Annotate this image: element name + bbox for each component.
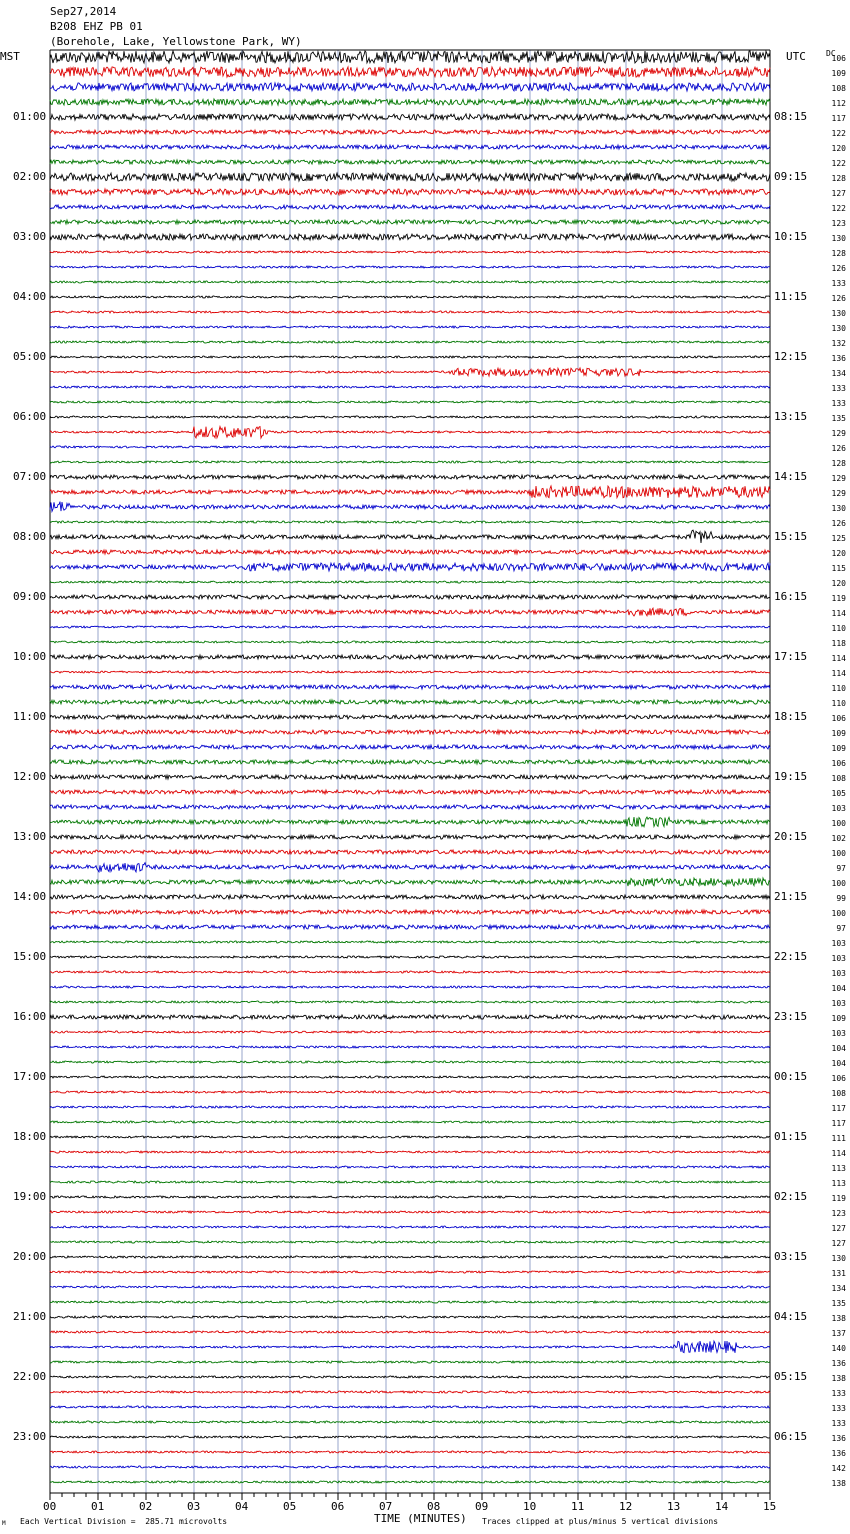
left-hour-label: 23:00 [13, 1430, 47, 1443]
left-hour-label: 19:00 [13, 1190, 47, 1203]
dc-offset-label: 103 [831, 954, 846, 963]
dc-offset-label: 108 [831, 84, 846, 93]
right-hour-label: 22:15 [774, 950, 808, 963]
dc-offset-label: 117 [831, 1119, 846, 1128]
right-hour-label: 13:15 [774, 410, 808, 423]
dc-offset-header: DC [826, 49, 836, 58]
left-hour-label: 10:00 [13, 650, 47, 663]
dc-offset-label: 99 [836, 894, 846, 903]
x-tick-label: 00 [43, 1500, 57, 1513]
dc-offset-label: 126 [831, 444, 846, 453]
left-hour-label: 01:00 [13, 110, 47, 123]
left-timezone-label: MST [0, 50, 20, 63]
left-hour-label: 14:00 [13, 890, 47, 903]
chart-title-station: B208 EHZ PB 01 [50, 20, 143, 33]
dc-offset-label: 103 [831, 969, 846, 978]
dc-offset-label: 142 [831, 1464, 846, 1473]
x-tick-label: 08 [427, 1500, 441, 1513]
left-hour-label: 03:00 [13, 230, 47, 243]
left-hour-label: 09:00 [13, 590, 47, 603]
right-hour-label: 12:15 [774, 350, 808, 363]
dc-offset-label: 122 [831, 129, 846, 138]
x-tick-label: 05 [283, 1500, 297, 1513]
dc-offset-label: 130 [831, 309, 846, 318]
right-hour-label: 08:15 [774, 110, 808, 123]
right-hour-label: 10:15 [774, 230, 808, 243]
dc-offset-label: 113 [831, 1164, 846, 1173]
chart-title-date: Sep27,2014 [50, 5, 117, 18]
dc-offset-label: 109 [831, 744, 846, 753]
dc-offset-label: 130 [831, 1254, 846, 1263]
dc-offset-label: 100 [831, 849, 846, 858]
left-hour-label: 08:00 [13, 530, 47, 543]
dc-offset-label: 136 [831, 1434, 846, 1443]
right-hour-label: 03:15 [774, 1250, 808, 1263]
dc-offset-label: 131 [831, 1269, 846, 1278]
dc-offset-label: 110 [831, 684, 846, 693]
dc-offset-label: 137 [831, 1329, 846, 1338]
dc-offset-label: 109 [831, 69, 846, 78]
dc-offset-label: 103 [831, 999, 846, 1008]
dc-offset-label: 119 [831, 1194, 846, 1203]
right-hour-label: 16:15 [774, 590, 808, 603]
dc-offset-label: 114 [831, 654, 846, 663]
dc-offset-label: 133 [831, 399, 846, 408]
left-hour-label: 07:00 [13, 470, 47, 483]
dc-offset-label: 130 [831, 234, 846, 243]
dc-offset-label: 97 [836, 864, 846, 873]
x-tick-label: 07 [379, 1500, 393, 1513]
x-tick-label: 10 [523, 1500, 537, 1513]
dc-offset-label: 125 [831, 534, 846, 543]
right-hour-label: 09:15 [774, 170, 808, 183]
left-hour-label: 13:00 [13, 830, 47, 843]
dc-offset-label: 134 [831, 369, 846, 378]
dc-offset-label: 110 [831, 699, 846, 708]
right-hour-label: 02:15 [774, 1190, 808, 1203]
dc-offset-label: 102 [831, 834, 846, 843]
dc-offset-label: 127 [831, 1239, 846, 1248]
dc-offset-label: 138 [831, 1314, 846, 1323]
x-tick-label: 02 [139, 1500, 153, 1513]
dc-offset-label: 100 [831, 909, 846, 918]
right-hour-label: 19:15 [774, 770, 808, 783]
right-hour-label: 23:15 [774, 1010, 808, 1023]
right-hour-label: 17:15 [774, 650, 808, 663]
dc-offset-label: 138 [831, 1479, 846, 1488]
dc-offset-label: 120 [831, 549, 846, 558]
right-hour-label: 00:15 [774, 1070, 808, 1083]
left-hour-label: 18:00 [13, 1130, 47, 1143]
left-hour-label: 15:00 [13, 950, 47, 963]
left-hour-label: 16:00 [13, 1010, 47, 1023]
dc-offset-label: 117 [831, 114, 846, 123]
dc-offset-label: 104 [831, 1044, 846, 1053]
dc-offset-label: 123 [831, 219, 846, 228]
x-tick-label: 09 [475, 1500, 489, 1513]
x-tick-label: 03 [187, 1500, 201, 1513]
dc-offset-label: 111 [831, 1134, 846, 1143]
dc-offset-label: 133 [831, 384, 846, 393]
dc-offset-label: 113 [831, 1179, 846, 1188]
dc-offset-label: 130 [831, 324, 846, 333]
dc-offset-label: 106 [831, 714, 846, 723]
x-tick-label: 06 [331, 1500, 345, 1513]
dc-offset-label: 128 [831, 174, 846, 183]
left-hour-label: 11:00 [13, 710, 47, 723]
x-tick-label: 11 [571, 1500, 585, 1513]
dc-offset-label: 114 [831, 1149, 846, 1158]
right-hour-label: 18:15 [774, 710, 808, 723]
right-hour-label: 04:15 [774, 1310, 808, 1323]
dc-offset-label: 103 [831, 804, 846, 813]
left-hour-label: 05:00 [13, 350, 47, 363]
dc-offset-label: 108 [831, 774, 846, 783]
dc-offset-label: 109 [831, 729, 846, 738]
x-tick-label: 15 [763, 1500, 777, 1513]
dc-offset-label: 136 [831, 1449, 846, 1458]
x-axis [50, 1493, 770, 1500]
left-hour-label: 20:00 [13, 1250, 47, 1263]
right-hour-label: 15:15 [774, 530, 808, 543]
dc-offset-label: 126 [831, 294, 846, 303]
dc-offset-label: 114 [831, 669, 846, 678]
dc-offset-label: 140 [831, 1344, 846, 1353]
dc-offset-label: 117 [831, 1104, 846, 1113]
dc-offset-label: 128 [831, 249, 846, 258]
dc-offset-label: 120 [831, 579, 846, 588]
dc-offset-label: 103 [831, 939, 846, 948]
corner-mark: M [2, 1520, 6, 1527]
left-hour-label: 04:00 [13, 290, 47, 303]
dc-offset-label: 133 [831, 279, 846, 288]
dc-offset-label: 104 [831, 984, 846, 993]
dc-offset-label: 100 [831, 819, 846, 828]
dc-offset-label: 115 [831, 564, 846, 573]
dc-offset-label: 114 [831, 609, 846, 618]
dc-offset-label: 129 [831, 429, 846, 438]
dc-offset-label: 108 [831, 1089, 846, 1098]
dc-offset-label: 127 [831, 189, 846, 198]
dc-offset-label: 136 [831, 354, 846, 363]
right-timezone-label: UTC [786, 50, 806, 63]
right-hour-label: 14:15 [774, 470, 808, 483]
x-tick-label: 14 [715, 1500, 729, 1513]
right-hour-label: 06:15 [774, 1430, 808, 1443]
chart-title-location: (Borehole, Lake, Yellowstone Park, WY) [50, 35, 302, 48]
dc-offset-label: 118 [831, 639, 846, 648]
dc-offset-label: 133 [831, 1404, 846, 1413]
right-hour-label: 05:15 [774, 1370, 808, 1383]
left-hour-label: 21:00 [13, 1310, 47, 1323]
dc-offset-label: 120 [831, 144, 846, 153]
dc-offset-label: 136 [831, 1359, 846, 1368]
dc-offset-label: 104 [831, 1059, 846, 1068]
dc-offset-label: 133 [831, 1389, 846, 1398]
right-hour-label: 20:15 [774, 830, 808, 843]
dc-offset-label: 133 [831, 1419, 846, 1428]
dc-offset-label: 106 [831, 759, 846, 768]
right-hour-label: 21:15 [774, 890, 808, 903]
dc-offset-label: 129 [831, 489, 846, 498]
x-tick-label: 01 [91, 1500, 105, 1513]
dc-offset-label: 127 [831, 1224, 846, 1233]
dc-offset-label: 106 [831, 54, 846, 63]
dc-offset-label: 103 [831, 1029, 846, 1038]
dc-offset-label: 106 [831, 1074, 846, 1083]
dc-offset-label: 126 [831, 519, 846, 528]
dc-offset-label: 130 [831, 504, 846, 513]
dc-offset-label: 109 [831, 1014, 846, 1023]
left-hour-label: 12:00 [13, 770, 47, 783]
clip-note: Traces clipped at plus/minus 5 vertical divisions [482, 1517, 719, 1526]
dc-offset-label: 119 [831, 594, 846, 603]
dc-offset-label: 122 [831, 159, 846, 168]
dc-offset-label: 126 [831, 264, 846, 273]
dc-offset-label: 135 [831, 1299, 846, 1308]
dc-offset-label: 100 [831, 879, 846, 888]
dc-offset-label: 132 [831, 339, 846, 348]
dc-offset-label: 122 [831, 204, 846, 213]
dc-offset-label: 123 [831, 1209, 846, 1218]
dc-offset-label: 105 [831, 789, 846, 798]
dc-offset-label: 110 [831, 624, 846, 633]
x-tick-label: 04 [235, 1500, 249, 1513]
x-axis-label: TIME (MINUTES) [374, 1512, 467, 1525]
left-hour-label: 06:00 [13, 410, 47, 423]
left-hour-label: 17:00 [13, 1070, 47, 1083]
dc-offset-label: 129 [831, 474, 846, 483]
dc-offset-label: 138 [831, 1374, 846, 1383]
left-hour-label: 22:00 [13, 1370, 47, 1383]
dc-offset-label: 112 [831, 99, 846, 108]
dc-offset-label: 135 [831, 414, 846, 423]
right-hour-label: 01:15 [774, 1130, 808, 1143]
right-hour-label: 11:15 [774, 290, 808, 303]
x-tick-label: 13 [667, 1500, 681, 1513]
scale-note: Each Vertical Division = 285.71 microvolts [20, 1517, 228, 1526]
dc-offset-label: 97 [836, 924, 846, 933]
left-hour-label: 02:00 [13, 170, 47, 183]
x-tick-label: 12 [619, 1500, 633, 1513]
dc-offset-label: 134 [831, 1284, 846, 1293]
dc-offset-label: 128 [831, 459, 846, 468]
